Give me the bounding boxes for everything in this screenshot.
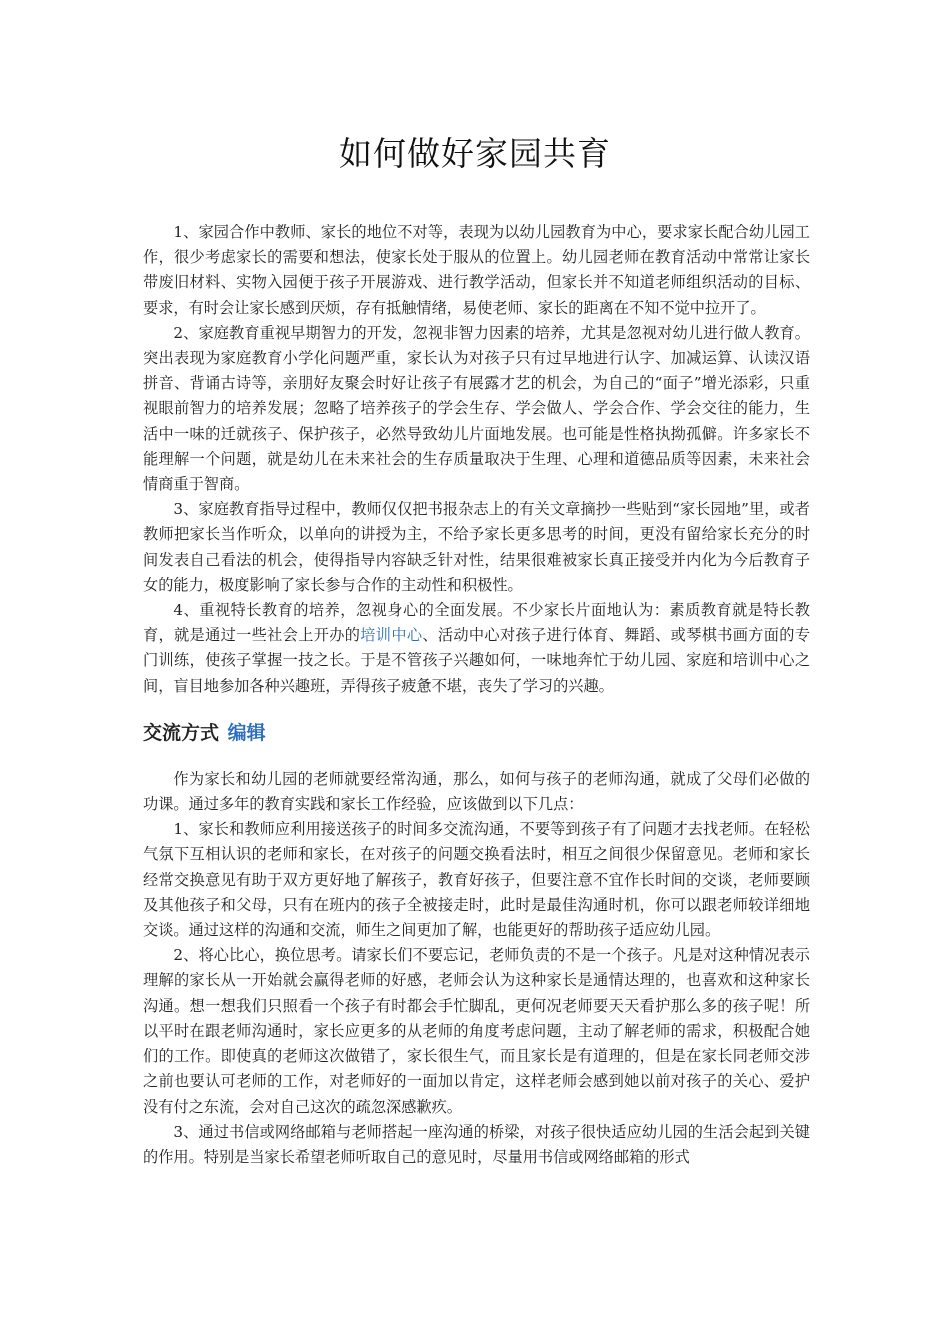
page-title: 如何做好家园共育 — [339, 134, 611, 173]
paragraph-text: 4、重视特长教育的培养，忽视身心的全面发展。不少家长片面地认为：素质教育就是特长教育，就是通过一些社会上开办的 — [143, 601, 810, 645]
paragraph: 1、家园合作中教师、家长的地位不对等，表现为以幼儿园教育为中心，要求家长配合幼儿园工作，很少考虑家长的需要和想法，使家长处于服从的位置上。幼儿园老师在教育活动中常常让家长带废旧材料、实物入园便于孩子开展游戏、进行教学活动，但家长并不知道老师组织活动的目标、要求，有时会让家长感到厌烦，存有抵触情绪，易使老师、家长的距离在不知不觉中拉开了。 — [143, 223, 810, 317]
paragraph: 2、家庭教育重视早期智力的开发，忽视非智力因素的培养，尤其是忽视对幼儿进行做人教育。突出表现为家庭教育小学化问题严重，家长认为对孩子只有过早地进行认字、加减运算、认读汉语拼音、背诵古诗等，亲朋好友聚会时好让孩子有展露才艺的机会，为自己的“面子”增光添彩，只重视眼前智力的培养发展；忽略了培养孩子的学会生存、学会做人、学会合作、学会交往的能力，生活中一味的迁就孩子、保护孩子，必然导致幼儿片面地发展。也可能是性格执拗孤僻。许多家长不能理解一个问题，就是幼儿在未来社会的生存质量取决于生理、心理和道德品质等因素，未来社会情商重于智商。 — [143, 323, 810, 494]
section-heading-label: 交流方式 — [143, 721, 220, 744]
section-heading — [143, 721, 810, 745]
paragraph: 作为家长和幼儿园的老师就要经常沟通，那么，如何与孩子的老师沟通，就成了父母们必做的功课。通过多年的教育实践和家长工作经验，应该做到以下几点： — [143, 769, 810, 814]
paragraph-with-link — [143, 598, 810, 699]
paragraph-text: 、活动中心对孩子进行体育、舞蹈、或琴棋书画方面的专门训练，使孩子掌握一技之长。于是不管孩子兴趣如何，一味地奔忙于幼儿园、家庭和培训中心之间，盲目地参加各种兴趣班，弄得孩子疲惫不堪，丧失了学习的兴趣。 — [143, 626, 811, 695]
paragraph: 3、家庭教育指导过程中，教师仅仅把书报杂志上的有关文章摘抄一些贴到“家长园地”里，或者教师把家长当作听众，以单向的讲授为主，不给予家长更多思考的时间，更没有留给家长充分的时间发表自己看法的机会，使得指导内容缺乏针对性，结果很难被家长真正接受并内化为今后教育子女的能力，极度影响了家长参与合作的主动性和积极性。 — [143, 500, 810, 594]
paragraph: 2、将心比心，换位思考。请家长们不要忘记，老师负责的不是一个孩子。凡是对这种情况表示理解的家长从一开始就会赢得老师的好感，老师会认为这种家长是通情达理的，也喜欢和这种家长沟通。想一想我们只照看一个孩子有时都会手忙脚乱，更何况老师要天天看护那么多的孩子呢！所以平时在跟老师沟通时，家长应更多的从老师的角度考虑问题，主动了解老师的需求，积极配合她们的工作。即使真的老师这次做错了，家长很生气，而且家长是有道理的，但是在家长同老师交涉之前也要认可老师的工作，对老师好的一面加以肯定，这样老师会感到她以前对孩子的关心、爱护没有付之东流，会对自己这次的疏忽深感歉疚。 — [143, 946, 810, 1116]
training-center-link[interactable]: 培训中心 — [360, 626, 423, 645]
paragraph: 1、家长和教师应利用接送孩子的时间多交流沟通，不要等到孩子有了问题才去找老师。在轻松气氛下互相认识的老师和家长，在对孩子的问题交换看法时，相互之间很少保留意见。老师和家长经常交换意见有助于双方更好地了解孩子，教育好孩子，但要注意不宜作长时间的交谈，老师要顾及其他孩子和父母，只有在班内的孩子全被接走时，此时是最佳沟通时机，你可以跟老师较详细地交谈。通过这样的沟通和交流，师生之间更加了解，也能更好的帮助孩子适应幼儿园。 — [143, 820, 810, 940]
document-body — [143, 220, 810, 1170]
paragraph: 3、通过书信或网络邮箱与老师搭起一座沟通的桥梁，对孩子很快适应幼儿园的生活会起到关键的作用。特别是当家长希望老师听取自己的意见时，尽量用书信或网络邮箱的形式 — [143, 1122, 810, 1166]
edit-link[interactable]: 编辑 — [227, 721, 266, 744]
